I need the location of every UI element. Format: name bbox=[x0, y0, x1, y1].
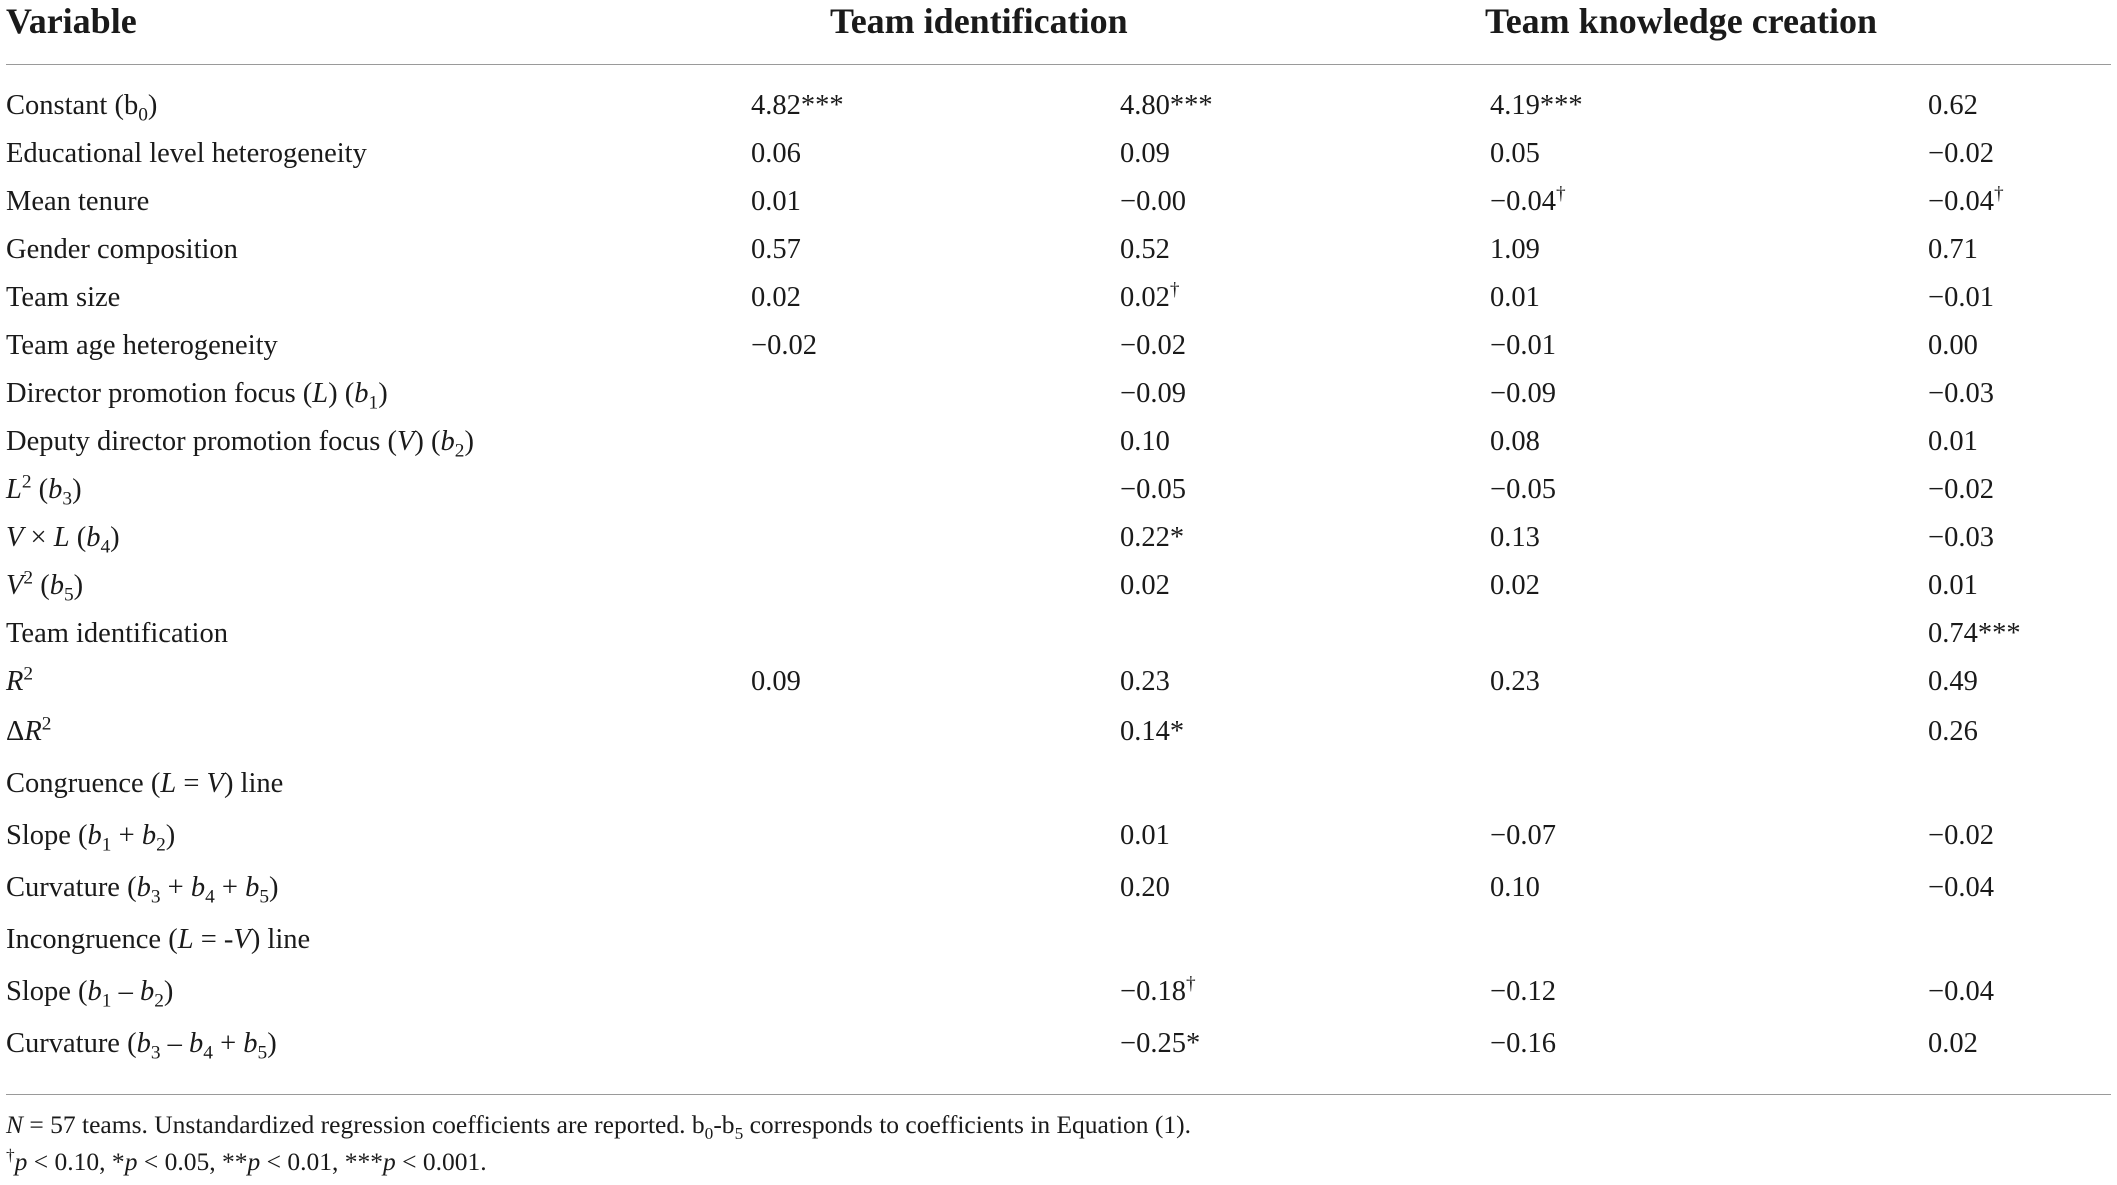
header-team-knowledge-creation: Team knowledge creation bbox=[1485, 1, 1877, 41]
row-label: Gender composition bbox=[6, 234, 238, 265]
cell-model4-team-knowledge-creation: −0.03 bbox=[1928, 522, 1994, 553]
cell-model3-team-knowledge-creation: 0.05 bbox=[1490, 138, 1540, 169]
table-row bbox=[0, 183, 2117, 234]
cell-model3-team-knowledge-creation: 0.01 bbox=[1490, 282, 1540, 313]
table-row bbox=[0, 618, 2117, 666]
row-label: $\Delta R^2$ bbox=[6, 713, 52, 747]
table-row bbox=[0, 522, 2117, 570]
row-label: V × L $(b_4)$ bbox=[6, 522, 120, 558]
row-label: Slope $(b_1 - b_2)$ bbox=[6, 976, 174, 1012]
row-label: Team age heterogeneity bbox=[6, 330, 278, 361]
cell-model1-team-identification: 4.82*** bbox=[751, 90, 844, 121]
cell-model3-team-knowledge-creation: 0.08 bbox=[1490, 426, 1540, 457]
footer-rule bbox=[6, 1094, 2111, 1095]
cell-model4-team-knowledge-creation: 0.71 bbox=[1928, 234, 1978, 265]
cell-model4-team-knowledge-creation: 0.01 bbox=[1928, 570, 1978, 601]
cell-model3-team-knowledge-creation: −0.16 bbox=[1490, 1028, 1556, 1059]
row-label: Incongruence (L = -V) line bbox=[6, 924, 311, 955]
cell-model2-team-identification: −0.05 bbox=[1120, 474, 1186, 505]
cell-model1-team-identification: 0.09 bbox=[751, 666, 801, 697]
cell-model4-team-knowledge-creation: 0.74*** bbox=[1928, 618, 2021, 649]
cell-model1-team-identification: 0.02 bbox=[751, 282, 801, 313]
cell-model4-team-knowledge-creation: 0.62 bbox=[1928, 90, 1978, 121]
cell-model4-team-knowledge-creation: −0.02 bbox=[1928, 820, 1994, 851]
cell-model2-team-identification: 0.10 bbox=[1120, 426, 1170, 457]
table-note: N = 57 teams. Unstandardized regression coefficients are reported. $b_0-b_5$ corresponds to coefficients in Equation (1). bbox=[6, 1110, 1192, 1144]
table-row bbox=[0, 330, 2117, 378]
cell-model2-team-identification: 0.23 bbox=[1120, 666, 1170, 697]
cell-model2-team-identification: 0.02 bbox=[1120, 570, 1170, 601]
cell-model2-team-identification: 0.52 bbox=[1120, 234, 1170, 265]
cell-model4-team-knowledge-creation: −0.02 bbox=[1928, 138, 1994, 169]
cell-model4-team-knowledge-creation: 0.26 bbox=[1928, 716, 1978, 747]
cell-model2-team-identification: 4.80*** bbox=[1120, 90, 1213, 121]
cell-model1-team-identification: 0.06 bbox=[751, 138, 801, 169]
cell-model2-team-identification: 0.22* bbox=[1120, 522, 1185, 553]
table-row bbox=[0, 663, 2117, 714]
cell-model1-team-identification: 0.01 bbox=[751, 186, 801, 217]
cell-model4-team-knowledge-creation: 0.49 bbox=[1928, 666, 1978, 697]
cell-model4-team-knowledge-creation: −0.04 bbox=[1928, 872, 1994, 903]
cell-model1-team-identification: 0.57 bbox=[751, 234, 801, 265]
table-row bbox=[0, 713, 2117, 764]
row-label: $L^2$ $(b_3)$ bbox=[6, 471, 82, 510]
table-row bbox=[0, 279, 2117, 330]
header-rule bbox=[6, 64, 2111, 65]
table-row bbox=[0, 973, 2117, 1024]
cell-model2-team-identification: −0.25* bbox=[1120, 1028, 1201, 1059]
cell-model2-team-identification: −0.09 bbox=[1120, 378, 1186, 409]
row-label: Mean tenure bbox=[6, 186, 150, 217]
cell-model4-team-knowledge-creation: −0.01 bbox=[1928, 282, 1994, 313]
row-label: Curvature $(b_3 - b_4 + b_5)$ bbox=[6, 1028, 277, 1064]
cell-model3-team-knowledge-creation: 0.23 bbox=[1490, 666, 1540, 697]
significance-note: †p < 0.10, *p < 0.05, **p < 0.01, ***p < 0.001. bbox=[6, 1145, 487, 1176]
cell-model3-team-knowledge-creation: −0.09 bbox=[1490, 378, 1556, 409]
row-label: Deputy director promotion focus (V) $(b_2)$ bbox=[6, 426, 474, 462]
cell-model4-team-knowledge-creation: 0.02 bbox=[1928, 1028, 1978, 1059]
cell-model3-team-knowledge-creation: −0.01 bbox=[1490, 330, 1556, 361]
cell-model2-team-identification: −0.18† bbox=[1120, 973, 1196, 1007]
cell-model4-team-knowledge-creation: −0.03 bbox=[1928, 378, 1994, 409]
table-row bbox=[0, 138, 2117, 186]
table-row bbox=[0, 768, 2117, 816]
cell-model3-team-knowledge-creation: −0.05 bbox=[1490, 474, 1556, 505]
table-row bbox=[0, 820, 2117, 868]
table-row bbox=[0, 378, 2117, 426]
row-label: Team identification bbox=[6, 618, 228, 649]
header-variable: Variable bbox=[6, 1, 137, 41]
cell-model2-team-identification: 0.14* bbox=[1120, 716, 1185, 747]
table-row bbox=[0, 90, 2117, 138]
row-label: Team size bbox=[6, 282, 121, 313]
cell-model2-team-identification: 0.09 bbox=[1120, 138, 1170, 169]
cell-model3-team-knowledge-creation: 1.09 bbox=[1490, 234, 1540, 265]
row-label: Slope $(b_1 + b_2)$ bbox=[6, 820, 176, 856]
row-label: Educational level heterogeneity bbox=[6, 138, 367, 169]
cell-model2-team-identification: 0.20 bbox=[1120, 872, 1170, 903]
table-row bbox=[0, 234, 2117, 282]
cell-model4-team-knowledge-creation: −0.04† bbox=[1928, 183, 2004, 217]
cell-model4-team-knowledge-creation: −0.02 bbox=[1928, 474, 1994, 505]
table-row bbox=[0, 872, 2117, 920]
row-label: Director promotion focus (L) $(b_1)$ bbox=[6, 378, 388, 414]
cell-model2-team-identification: −0.02 bbox=[1120, 330, 1186, 361]
cell-model3-team-knowledge-creation: −0.12 bbox=[1490, 976, 1556, 1007]
cell-model3-team-knowledge-creation: 0.02 bbox=[1490, 570, 1540, 601]
row-label: $V^2$ $(b_5)$ bbox=[6, 567, 84, 606]
row-label: Congruence (L = V) line bbox=[6, 768, 284, 799]
cell-model4-team-knowledge-creation: 0.01 bbox=[1928, 426, 1978, 457]
cell-model2-team-identification: 0.02† bbox=[1120, 279, 1180, 313]
cell-model4-team-knowledge-creation: 0.00 bbox=[1928, 330, 1978, 361]
table-row bbox=[0, 1028, 2117, 1076]
table-row bbox=[0, 924, 2117, 972]
cell-model3-team-knowledge-creation: −0.04† bbox=[1490, 183, 1566, 217]
table-row bbox=[0, 567, 2117, 618]
row-label: Curvature $(b_3 + b_4 + b_5)$ bbox=[6, 872, 279, 908]
cell-model3-team-knowledge-creation: 0.13 bbox=[1490, 522, 1540, 553]
table-row bbox=[0, 426, 2117, 474]
cell-model2-team-identification: 0.01 bbox=[1120, 820, 1170, 851]
cell-model3-team-knowledge-creation: 4.19*** bbox=[1490, 90, 1583, 121]
cell-model3-team-knowledge-creation: 0.10 bbox=[1490, 872, 1540, 903]
cell-model2-team-identification: −0.00 bbox=[1120, 186, 1186, 217]
row-label: $R^2$ bbox=[6, 663, 34, 697]
cell-model1-team-identification: −0.02 bbox=[751, 330, 817, 361]
cell-model3-team-knowledge-creation: −0.07 bbox=[1490, 820, 1556, 851]
cell-model4-team-knowledge-creation: −0.04 bbox=[1928, 976, 1994, 1007]
row-label: Constant $(b_0)$ bbox=[6, 90, 158, 126]
table-row bbox=[0, 471, 2117, 522]
header-team-identification: Team identification bbox=[830, 1, 1128, 41]
